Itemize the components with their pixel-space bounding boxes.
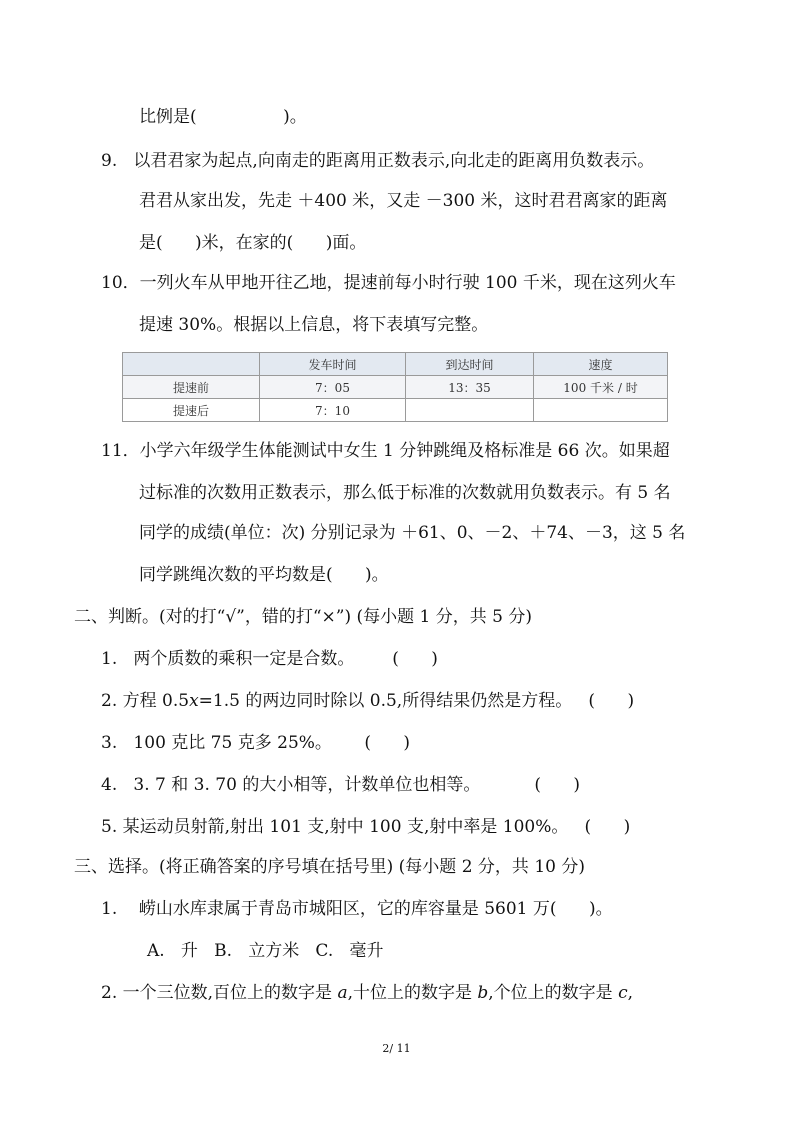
- judge-4: 4. 3. 7 和 3. 70 的大小相等，计数单位也相等。 ( ): [101, 775, 581, 795]
- judge-2-text: 2. 方程 0.5: [101, 691, 190, 711]
- question-11-line-2: 过标准的次数用正数表示，那么低于标准的次数就用负数表示。有 5 名: [139, 483, 671, 503]
- section-2-heading: 二、判断。(对的打“√”，错的打“×”) (每小题 1 分，共 5 分): [74, 607, 533, 627]
- choice-2-var-b: b: [477, 983, 489, 1003]
- table-header-cell: 速度: [534, 353, 668, 376]
- table-cell: [534, 399, 668, 422]
- question-11-line-4: 同学跳绳次数的平均数是( )。: [139, 565, 389, 585]
- choice-2-text-3: ,个位上的数字是: [488, 983, 619, 1003]
- line-ratio: 比例是( )。: [139, 107, 307, 127]
- choice-2-text: 2. 一个三位数,百位上的数字是: [101, 983, 338, 1003]
- judge-2-text-end: =1.5 的两边同时除以 0.5,所得结果仍然是方程。 ( ): [198, 691, 635, 711]
- choice-1: 1. 崂山水库隶属于青岛市城阳区，它的库容量是 5601 万( )。: [101, 899, 613, 919]
- question-9-line-1: 9. 以君君家为起点,向南走的距离用正数表示,向北走的距离用负数表示。: [101, 151, 655, 171]
- judge-3: 3. 100 克比 75 克多 25%。 ( ): [101, 733, 411, 753]
- table-cell: 7：10: [260, 399, 406, 422]
- train-speed-table: [122, 352, 668, 422]
- choice-2-var-a: a: [337, 983, 348, 1003]
- judge-2-variable: x: [189, 691, 199, 711]
- table-cell: 提速前: [123, 376, 260, 399]
- choice-2: [101, 982, 633, 1004]
- question-11-line-3: 同学的成绩(单位：次) 分别记录为 ＋61、0、－2、＋74、－3，这 5 名: [139, 523, 686, 543]
- question-9-line-2: 君君从家出发，先走 ＋400 米，又走 －300 米，这时君君离家的距离: [139, 191, 668, 211]
- table-cell: 100 千米 / 时: [534, 376, 668, 399]
- question-10-line-1: 10．一列火车从甲地开往乙地，提速前每小时行驶 100 千米，现在这列火车: [101, 273, 676, 293]
- judge-5: 5. 某运动员射箭,射出 101 支,射中 100 支,射中率是 100%。 ( ): [101, 817, 631, 837]
- choice-1-options: A. 升 B. 立方米 C. 毫升: [147, 941, 384, 961]
- table-row: [123, 399, 668, 422]
- judge-2: [101, 690, 634, 712]
- table-row: [123, 376, 668, 399]
- choice-2-text-4: ,: [627, 983, 634, 1003]
- question-9-line-3: 是( )米，在家的( )面。: [139, 233, 367, 253]
- table-header-cell: 发车时间: [260, 353, 406, 376]
- question-11-line-1: 11．小学六年级学生体能测试中女生 1 分钟跳绳及格标准是 66 次。如果超: [101, 441, 670, 461]
- table-header-row: [123, 353, 668, 376]
- page-number: 2/ 11: [382, 1042, 411, 1055]
- table-header-cell: [123, 353, 260, 376]
- question-10-line-2: 提速 30%。根据以上信息，将下表填写完整。: [139, 315, 489, 335]
- section-3-heading: 三、选择。(将正确答案的序号填在括号里) (每小题 2 分，共 10 分): [74, 857, 585, 877]
- judge-1: 1. 两个质数的乘积一定是合数。 ( ): [101, 649, 438, 669]
- table-cell: 7：05: [260, 376, 406, 399]
- table-header-cell: 到达时间: [406, 353, 534, 376]
- choice-2-text-2: ,十位上的数字是: [347, 983, 478, 1003]
- table-cell: [406, 399, 534, 422]
- table-cell: 提速后: [123, 399, 260, 422]
- table-cell: 13：35: [406, 376, 534, 399]
- choice-2-var-c: c: [618, 983, 628, 1003]
